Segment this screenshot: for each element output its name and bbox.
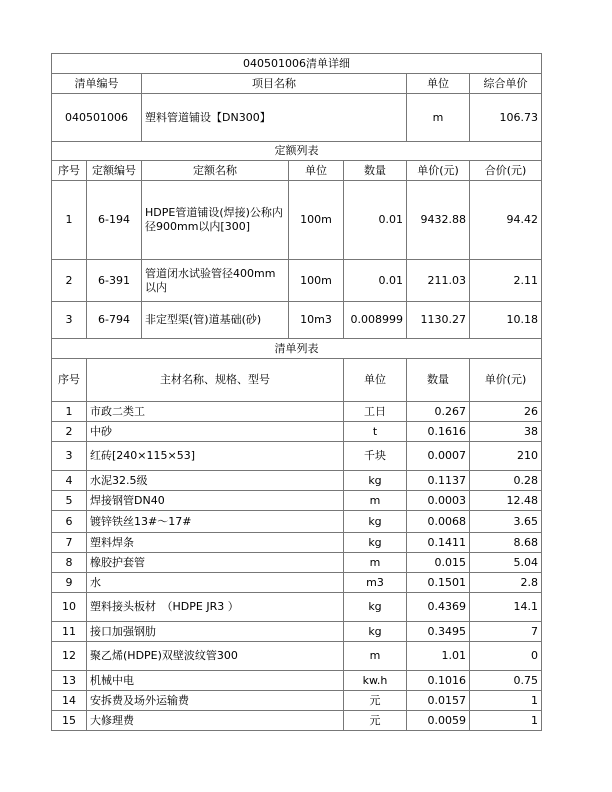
material-qty: 0.3495 [407, 622, 470, 642]
material-name: 水 [87, 573, 344, 593]
materials-header-price: 单价(元) [470, 359, 542, 402]
quota-price: 9432.88 [407, 181, 470, 260]
material-qty: 0.267 [407, 402, 470, 422]
material-price: 38 [470, 422, 542, 442]
bill-detail-table [51, 53, 542, 731]
material-row [52, 533, 542, 553]
material-unit: 元 [344, 691, 407, 711]
quota-header-unit: 单位 [289, 161, 344, 181]
quota-header-name: 定额名称 [142, 161, 289, 181]
material-qty: 1.01 [407, 642, 470, 671]
material-name: 焊接钢管DN40 [87, 491, 344, 511]
material-unit: m3 [344, 573, 407, 593]
materials-header-qty: 数量 [407, 359, 470, 402]
material-qty: 0.1411 [407, 533, 470, 553]
materials-header-unit: 单位 [344, 359, 407, 402]
material-price: 0 [470, 642, 542, 671]
sheet-title: 040501006清单详细 [52, 54, 542, 74]
material-idx: 3 [52, 442, 87, 471]
material-row [52, 671, 542, 691]
material-row [52, 402, 542, 422]
material-name: 市政二类工 [87, 402, 344, 422]
material-unit: kg [344, 511, 407, 533]
material-name: 机械中电 [87, 671, 344, 691]
header-item-name: 项目名称 [142, 74, 407, 94]
material-name: 大修理费 [87, 711, 344, 731]
quota-row [52, 260, 542, 302]
material-idx: 2 [52, 422, 87, 442]
material-name: 水泥32.5级 [87, 471, 344, 491]
material-price: 7 [470, 622, 542, 642]
material-qty: 0.0059 [407, 711, 470, 731]
material-price: 26 [470, 402, 542, 422]
material-qty: 0.0157 [407, 691, 470, 711]
material-qty: 0.0068 [407, 511, 470, 533]
quota-unit: 10m3 [289, 302, 344, 339]
quota-header-total: 合价(元) [470, 161, 542, 181]
material-qty: 0.1016 [407, 671, 470, 691]
quota-total: 10.18 [470, 302, 542, 339]
material-name: 安拆费及场外运输费 [87, 691, 344, 711]
quota-row [52, 181, 542, 260]
material-unit: 工日 [344, 402, 407, 422]
quota-idx: 1 [52, 181, 87, 260]
material-row [52, 422, 542, 442]
quota-unit: 100m [289, 260, 344, 302]
material-idx: 5 [52, 491, 87, 511]
material-name: 中砂 [87, 422, 344, 442]
material-unit: kg [344, 471, 407, 491]
material-unit: m [344, 491, 407, 511]
material-idx: 10 [52, 593, 87, 622]
material-qty: 0.4369 [407, 593, 470, 622]
material-row [52, 553, 542, 573]
material-price: 0.75 [470, 671, 542, 691]
material-unit: 千块 [344, 442, 407, 471]
quota-name: HDPE管道铺设(焊接)公称内径900mm以内[300] [142, 181, 289, 260]
item-code: 040501006 [52, 94, 142, 142]
material-qty: 0.1501 [407, 573, 470, 593]
quota-row [52, 302, 542, 339]
header-unit: 单位 [407, 74, 470, 94]
material-row [52, 511, 542, 533]
item-name: 塑料管道铺设【DN300】 [142, 94, 407, 142]
material-price: 5.04 [470, 553, 542, 573]
material-idx: 13 [52, 671, 87, 691]
material-name: 镀锌铁丝13#～17# [87, 511, 344, 533]
quota-name: 非定型渠(管)道基础(砂) [142, 302, 289, 339]
material-unit: kg [344, 622, 407, 642]
header-bill-code: 清单编号 [52, 74, 142, 94]
material-unit: m [344, 553, 407, 573]
material-name: 橡胶护套管 [87, 553, 344, 573]
material-idx: 15 [52, 711, 87, 731]
material-qty: 0.0003 [407, 491, 470, 511]
quota-qty: 0.01 [344, 181, 407, 260]
material-qty: 0.1616 [407, 422, 470, 442]
materials-header-name: 主材名称、规格、型号 [87, 359, 344, 402]
material-row [52, 573, 542, 593]
quota-code: 6-391 [87, 260, 142, 302]
quota-header-idx: 序号 [52, 161, 87, 181]
header-unit-price: 综合单价 [470, 74, 542, 94]
quota-qty: 0.008999 [344, 302, 407, 339]
material-price: 12.48 [470, 491, 542, 511]
quota-header-price: 单价(元) [407, 161, 470, 181]
material-name: 塑料焊条 [87, 533, 344, 553]
item-unit: m [407, 94, 470, 142]
material-price: 8.68 [470, 533, 542, 553]
quota-idx: 2 [52, 260, 87, 302]
material-idx: 14 [52, 691, 87, 711]
material-price: 14.1 [470, 593, 542, 622]
quota-header-code: 定额编号 [87, 161, 142, 181]
item-price: 106.73 [470, 94, 542, 142]
quota-code: 6-794 [87, 302, 142, 339]
material-idx: 9 [52, 573, 87, 593]
material-row [52, 442, 542, 471]
material-unit: 元 [344, 711, 407, 731]
material-qty: 0.1137 [407, 471, 470, 491]
material-idx: 4 [52, 471, 87, 491]
quota-header-row [52, 161, 542, 181]
material-row [52, 471, 542, 491]
item-row [52, 94, 542, 142]
material-row [52, 642, 542, 671]
material-row [52, 593, 542, 622]
quota-name: 管道闭水试验管径400mm以内 [142, 260, 289, 302]
quota-total: 2.11 [470, 260, 542, 302]
material-name: 聚乙烯(HDPE)双壁波纹管300 [87, 642, 344, 671]
material-price: 1 [470, 711, 542, 731]
item-header-row [52, 74, 542, 94]
quota-qty: 0.01 [344, 260, 407, 302]
quota-unit: 100m [289, 181, 344, 260]
material-row [52, 691, 542, 711]
material-name: 塑料接头板材 （HDPE JR3 ） [87, 593, 344, 622]
material-name: 接口加强钢肋 [87, 622, 344, 642]
quota-section-title: 定额列表 [52, 142, 542, 161]
material-idx: 1 [52, 402, 87, 422]
materials-header-row [52, 359, 542, 402]
material-unit: t [344, 422, 407, 442]
quota-price: 1130.27 [407, 302, 470, 339]
material-idx: 7 [52, 533, 87, 553]
material-name: 红砖[240×115×53] [87, 442, 344, 471]
material-unit: kg [344, 593, 407, 622]
material-price: 3.65 [470, 511, 542, 533]
quota-code: 6-194 [87, 181, 142, 260]
material-idx: 11 [52, 622, 87, 642]
material-qty: 0.0007 [407, 442, 470, 471]
material-row [52, 622, 542, 642]
material-idx: 12 [52, 642, 87, 671]
material-idx: 6 [52, 511, 87, 533]
material-price: 2.8 [470, 573, 542, 593]
quota-price: 211.03 [407, 260, 470, 302]
material-price: 0.28 [470, 471, 542, 491]
material-unit: kw.h [344, 671, 407, 691]
material-qty: 0.015 [407, 553, 470, 573]
quota-idx: 3 [52, 302, 87, 339]
quota-total: 94.42 [470, 181, 542, 260]
material-row [52, 491, 542, 511]
materials-header-idx: 序号 [52, 359, 87, 402]
quota-header-qty: 数量 [344, 161, 407, 181]
material-price: 1 [470, 691, 542, 711]
materials-section-title: 清单列表 [52, 339, 542, 359]
material-unit: kg [344, 533, 407, 553]
material-price: 210 [470, 442, 542, 471]
material-row [52, 711, 542, 731]
material-idx: 8 [52, 553, 87, 573]
material-unit: m [344, 642, 407, 671]
